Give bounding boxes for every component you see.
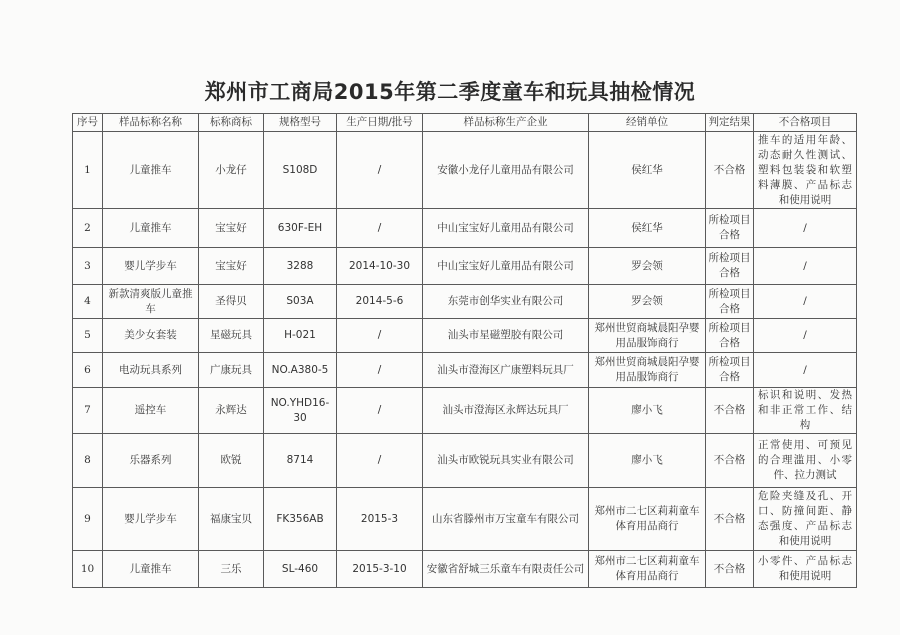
cell-result: 所检项目合格: [706, 285, 754, 319]
cell-name: 美少女套装: [103, 319, 199, 353]
cell-model: H-021: [264, 319, 337, 353]
cell-result: 所检项目合格: [706, 319, 754, 353]
cell-model: 8714: [264, 434, 337, 488]
cell-issues: 小零件、产品标志和使用说明: [754, 551, 857, 588]
cell-brand: 宝宝好: [199, 209, 264, 248]
cell-brand: 圣得贝: [199, 285, 264, 319]
table-row: [73, 388, 857, 434]
table-row: [73, 132, 857, 209]
cell-maker: 山东省滕州市万宝童车有限公司: [423, 488, 589, 551]
cell-maker: 中山宝宝好儿童用品有限公司: [423, 248, 589, 285]
cell-result: 不合格: [706, 434, 754, 488]
cell-no: 6: [73, 353, 103, 388]
cell-no: 9: [73, 488, 103, 551]
cell-maker: 东莞市创华实业有限公司: [423, 285, 589, 319]
cell-brand: 小龙仔: [199, 132, 264, 209]
header-brand: 标称商标: [199, 114, 264, 132]
cell-name: 儿童推车: [103, 551, 199, 588]
cell-model: NO.A380-5: [264, 353, 337, 388]
cell-brand: 福康宝贝: [199, 488, 264, 551]
cell-name: 新款清爽版儿童推车: [103, 285, 199, 319]
cell-seller: 郑州市二七区莉莉童车体育用品商行: [589, 488, 706, 551]
cell-issues: /: [754, 319, 857, 353]
table-row: [73, 488, 857, 551]
cell-result: 所检项目合格: [706, 248, 754, 285]
header-no: 序号: [73, 114, 103, 132]
table-row: [73, 353, 857, 388]
table-row: [73, 209, 857, 248]
cell-issues: 正常使用、可预见的合理滥用、小零件、拉力测试: [754, 434, 857, 488]
cell-issues: 推车的适用年龄、动态耐久性测试、塑料包装袋和软塑料薄膜、产品标志和使用说明: [754, 132, 857, 209]
header-model: 规格型号: [264, 114, 337, 132]
cell-brand: 永辉达: [199, 388, 264, 434]
cell-issues: /: [754, 353, 857, 388]
cell-model: 3288: [264, 248, 337, 285]
cell-seller: 郑州市二七区莉莉童车体育用品商行: [589, 551, 706, 588]
cell-date: 2015-3: [337, 488, 423, 551]
cell-seller: 廖小飞: [589, 388, 706, 434]
cell-name: 儿童推车: [103, 132, 199, 209]
cell-name: 婴儿学步车: [103, 248, 199, 285]
cell-no: 3: [73, 248, 103, 285]
header-maker: 样品标称生产企业: [423, 114, 589, 132]
cell-date: /: [337, 209, 423, 248]
cell-model: 630F-EH: [264, 209, 337, 248]
cell-seller: 郑州世贸商城晨阳孕婴用品服饰商行: [589, 353, 706, 388]
cell-name: 乐器系列: [103, 434, 199, 488]
cell-issues: /: [754, 209, 857, 248]
cell-issues: /: [754, 285, 857, 319]
cell-model: SL-460: [264, 551, 337, 588]
cell-issues: 标识和说明、发热和非正常工作、结构: [754, 388, 857, 434]
cell-seller: 侯红华: [589, 209, 706, 248]
cell-seller: 郑州世贸商城晨阳孕婴用品服饰商行: [589, 319, 706, 353]
table-row: [73, 248, 857, 285]
cell-issues: 危险夹缝及孔、开口、防撞间距、静态强度、产品标志和使用说明: [754, 488, 857, 551]
cell-result: 不合格: [706, 551, 754, 588]
page-title: 郑州市工商局2015年第二季度童车和玩具抽检情况: [204, 80, 696, 104]
cell-result: 不合格: [706, 132, 754, 209]
cell-seller: 侯红华: [589, 132, 706, 209]
cell-maker: 安徽省舒城三乐童车有限责任公司: [423, 551, 589, 588]
cell-maker: 汕头市澄海区永辉达玩具厂: [423, 388, 589, 434]
cell-no: 4: [73, 285, 103, 319]
header-issues: 不合格项目: [754, 114, 857, 132]
cell-brand: 三乐: [199, 551, 264, 588]
cell-result: 所检项目合格: [706, 209, 754, 248]
table-row: [73, 434, 857, 488]
cell-model: NO.YHD16-30: [264, 388, 337, 434]
cell-name: 遥控车: [103, 388, 199, 434]
cell-no: 7: [73, 388, 103, 434]
cell-date: 2014-10-30: [337, 248, 423, 285]
cell-date: 2015-3-10: [337, 551, 423, 588]
cell-maker: 中山宝宝好儿童用品有限公司: [423, 209, 589, 248]
cell-name: 电动玩具系列: [103, 353, 199, 388]
table-row: [73, 319, 857, 353]
cell-date: /: [337, 388, 423, 434]
cell-maker: 安徽小龙仔儿童用品有限公司: [423, 132, 589, 209]
header-seller: 经销单位: [589, 114, 706, 132]
cell-date: /: [337, 434, 423, 488]
cell-maker: 汕头市澄海区广康塑料玩具厂: [423, 353, 589, 388]
cell-seller: 罗会领: [589, 248, 706, 285]
cell-model: S108D: [264, 132, 337, 209]
cell-brand: 欧锐: [199, 434, 264, 488]
cell-model: FK356AB: [264, 488, 337, 551]
cell-date: /: [337, 319, 423, 353]
cell-model: S03A: [264, 285, 337, 319]
cell-date: 2014-5-6: [337, 285, 423, 319]
cell-seller: 罗会领: [589, 285, 706, 319]
cell-brand: 星磁玩具: [199, 319, 264, 353]
cell-brand: 宝宝好: [199, 248, 264, 285]
header-result: 判定结果: [706, 114, 754, 132]
cell-maker: 汕头市星磁塑胶有限公司: [423, 319, 589, 353]
cell-date: /: [337, 132, 423, 209]
cell-brand: 广康玩具: [199, 353, 264, 388]
cell-result: 所检项目合格: [706, 353, 754, 388]
cell-name: 婴儿学步车: [103, 488, 199, 551]
cell-issues: /: [754, 248, 857, 285]
cell-result: 不合格: [706, 488, 754, 551]
inspection-table: [72, 113, 857, 588]
header-name: 样品标称名称: [103, 114, 199, 132]
cell-no: 5: [73, 319, 103, 353]
cell-seller: 廖小飞: [589, 434, 706, 488]
table-row: [73, 285, 857, 319]
cell-maker: 汕头市欧锐玩具实业有限公司: [423, 434, 589, 488]
cell-no: 10: [73, 551, 103, 588]
cell-no: 8: [73, 434, 103, 488]
cell-no: 1: [73, 132, 103, 209]
table-header-row: [73, 114, 857, 132]
cell-result: 不合格: [706, 388, 754, 434]
table-row: [73, 551, 857, 588]
cell-date: /: [337, 353, 423, 388]
cell-no: 2: [73, 209, 103, 248]
header-date: 生产日期/批号: [337, 114, 423, 132]
cell-name: 儿童推车: [103, 209, 199, 248]
